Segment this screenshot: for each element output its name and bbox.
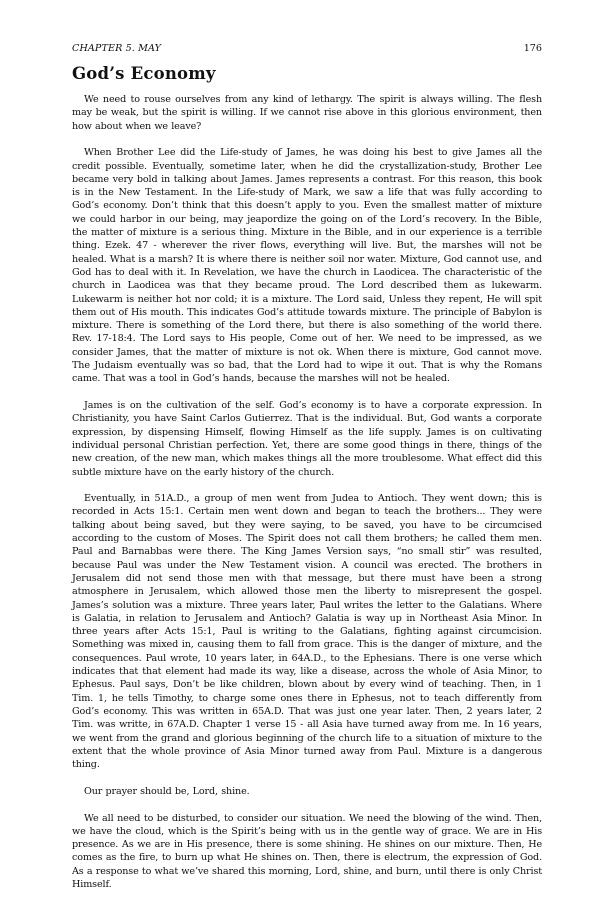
chapter-heading: CHAPTER 5. MAY bbox=[72, 43, 162, 54]
body-text bbox=[72, 93, 542, 905]
page-number: 176 bbox=[523, 43, 542, 54]
paragraph: We all need to be disturbed, to consider our situation. We need the blowing of the wind. Then, we have the cloud, which is the Spirit’s being with us in the gentle way of grace. We are in His presence. As we are in His presence, there is some shining. He shines on our mixture. Then, He comes as the fire, to burn up what He shines on. Then, there is electrum, the expression of God. As a response to what we’ve shared this morning, Lord, shine, and burn, until there is only Christ Himself. bbox=[72, 812, 542, 890]
paragraph: Eventually, in 51A.D., a group of men went from Judea to Antioch. They went down; this is recorded in Acts 15:1. Certain men went down and began to teach the brothers... They were talking about being saved, but they were saying, to be saved, you have to be circumcised according to the custom of Moses. The Spirit does not call them brothers; he called them men. Paul and Barnabbas were there. The King James Version says, “no small stir” was resulted, because Paul was under the New Testament vision. A council was erected. The brothers in Jerusalem did not send those men with that message, but there must have been a strong atmosphere in Jerusalem, which allowed those men the liberty to misrepresent the gospel. James’s solution was a mixture. Three years later, Paul writes the letter to the Galatians. Where is Galatia, in relation to Jerusalem and Antioch? Galatia is way up in Northeast Asia Minor. In three years after Acts 15:1, Paul is writing to the Galatians, fighting against circumcision. Something was mixed in, causing them to fall from grace. This is the danger of mixture, and the consequences. Paul wrote, 10 years later, in 64A.D., to the Ephesians. There is one verse which indicates that that element had made its way, like a disease, across the whole of Asia Minor, to Ephesus. Paul says, Don’t be like children, blown about by every wind of teaching. Then, in 1 Tim. 1, he tells Timothy, to charge some ones there in Ephesus, not to teach differently from God’s economy. This was written in 65A.D. That was just one year later. Then, 2 years later, 2 Tim. was writte, in 67A.D. Chapter 1 verse 15 - all Asia have turned away from me. In 16 years, we went from the grand and glorious beginning of the church life to a situation of mixture to the extent that the whole province of Asia Minor turned away from Paul. Mixture is a dangerous thing. bbox=[72, 493, 542, 771]
section-title: God’s Economy bbox=[72, 64, 216, 83]
paragraph: James is on the cultivation of the self. God’s economy is to have a corporate expression. In Christianity, you have Saint Carlos Gutierrez. That is the individual. But, God wants a corporate expression, by dispensing Himself, flowing Himself as the life supply. James is on cultivating individual personal Christian perfection. Yet, there are some good things in there, things of the new creation, of the new man, which makes things all the more troublesome. What effect did this subtle mixture have on the early history of the church. bbox=[72, 400, 542, 478]
paragraph: When Brother Lee did the Life-study of James, he was doing his best to give James all the credit possible. Eventually, sometime later, when he did the crystallization-study, Brother Lee became very bold in talking about James. James represents a contrast. For this reason, this book is in the New Testament. In the Life-study of Mark, we saw a life that was fully according to God’s economy. Don’t think that this doesn’t apply to you. Even the smallest matter of mixture we could harbor in our being, may jeapordize the going on of the Lord’s recovery. In the Bible, the matter of mixture is a serious thing. Mixture in the Bible, and in our experience is a terrible thing. Ezek. 47 - wherever the river flows, everything will live. But, the marshes will not be healed. What is a marsh? It is where there is neither soil nor water. Mixture, God cannot use, and God has to deal with it. In Revelation, we have the church in Laodicea. The characteristic of the church in Laodicea was that they became proud. The Lord described them as lukewarm. Lukewarm is neither hot nor cold; it is a mixture. The Lord said, Unless they repent, He will spit them out of His mouth. This indicates God’s attitude towards mixture. The principle of Babylon is mixture. There is something of the Lord there, but there is also something of the world there. Rev. 17-18:4. The Lord says to His people, Come out of her. We need to be impressed, as we consider James, that the matter of mixture is not ok. When there is mixture, God cannot move. The Judaism eventually was so bad, that the Lord had to wipe it out. That is why the Romans came. That was a tool in God’s hands, because the marshes will not be healed. bbox=[72, 147, 542, 385]
running-head bbox=[72, 43, 542, 56]
paragraph: We need to rouse ourselves from any kind of lethargy. The spirit is always willing. The flesh may be weak, but the spirit is willing. If we cannot rise above in this glorious environment, then how about when we leave? bbox=[72, 94, 542, 132]
paragraph: Our prayer should be, Lord, shine. bbox=[84, 785, 250, 797]
